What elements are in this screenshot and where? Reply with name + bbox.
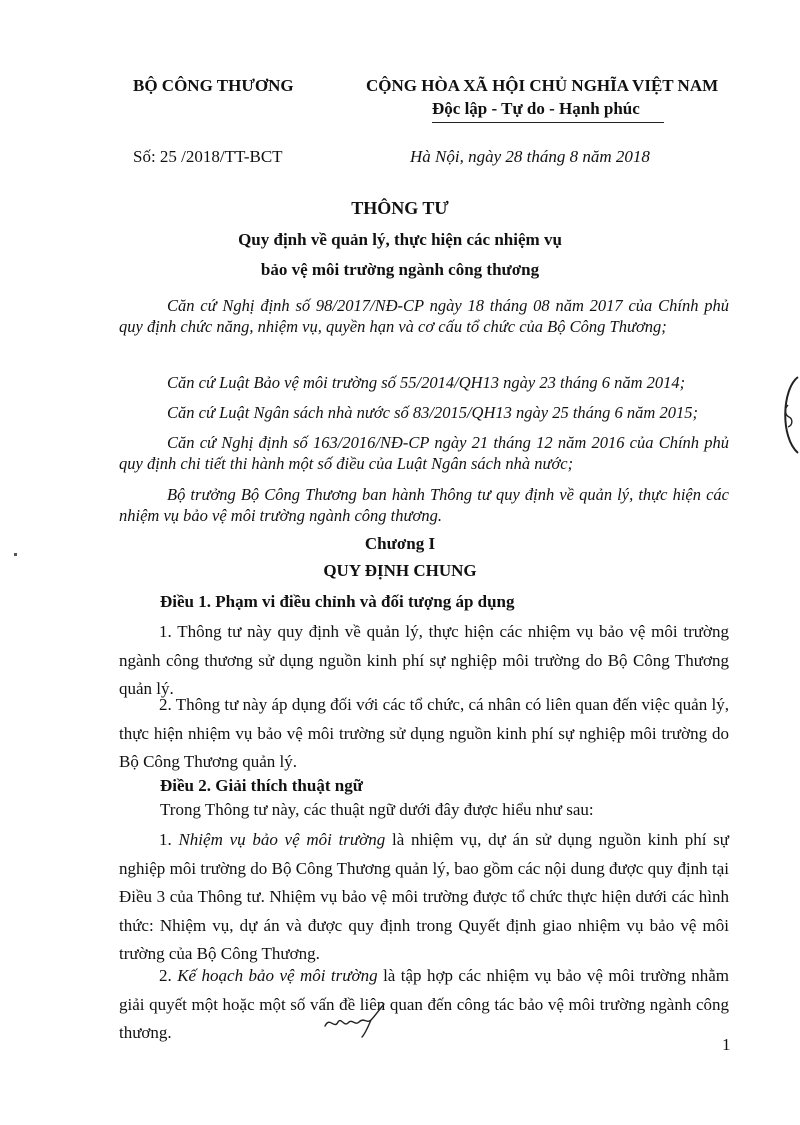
chapter-number: Chương I: [364, 534, 436, 553]
legal-basis-item: Căn cứ Nghị định số 163/2016/NĐ-CP ngày 21 tháng 12 năm 2016 của Chính phủ quy định chi tiết thi hành một số điều của Luật Ngân sách nhà nước;: [119, 433, 729, 473]
article-2-clause-1: 1. Nhiệm vụ bảo vệ môi trường là nhiệm vụ, dự án sử dụng nguồn kinh phí sự nghiệp môi trường do Bộ Công Thương quản lý, bao gồm các nội dung được quy định tại Điều 3 của Thông tư. Nhiệm vụ bảo vệ môi trường được tổ chức thực hiện dưới các hình thức: Nhiệm vụ, dự án và được quy định trong Quyết định giao nhiệm vụ bảo vệ môi trường của Bộ Công Thương.: [119, 830, 729, 963]
defined-term: Nhiệm vụ bảo vệ môi trường: [178, 830, 386, 849]
chapter-title: QUY ĐỊNH CHUNG: [323, 561, 477, 580]
promulgation-statement: Bộ trưởng Bộ Công Thương ban hành Thông tư quy định về quản lý, thực hiện các nhiệm vụ bảo vệ môi trường ngành công thương.: [119, 485, 729, 525]
document-number: Số: 25 /2018/TT-BCT: [133, 147, 283, 166]
document-type: THÔNG TƯ: [351, 198, 449, 218]
seal-stamp-edge: [776, 375, 800, 455]
article-1-clause-2: 2. Thông tư này áp dụng đối với các tổ chức, cá nhân có liên quan đến việc quản lý, thực hiện nhiệm vụ bảo vệ môi trường sử dụng nguồn kinh phí sự nghiệp môi trường do Bộ Công Thương quản lý.: [119, 695, 729, 771]
document-title-line-1: Quy định về quản lý, thực hiện các nhiệm vụ: [238, 230, 562, 249]
article-2-clause-2: 2. Kế hoạch bảo vệ môi trường là tập hợp các nhiệm vụ bảo vệ môi trường nhằm giải quyết một hoặc một số vấn đề liên quan đến công tác bảo vệ môi trường ngành công thương.: [119, 966, 730, 1042]
national-motto: Độc lập - Tự do - Hạnh phúc: [432, 99, 640, 118]
defined-term: Kế hoạch bảo vệ môi trường: [177, 966, 378, 985]
margin-speck: [14, 553, 17, 556]
page-number: 1: [722, 1035, 731, 1054]
initials-signature: [322, 1000, 392, 1038]
legal-basis-item: Căn cứ Luật Ngân sách nhà nước số 83/2015/QH13 ngày 25 tháng 6 năm 2015;: [167, 403, 698, 422]
legal-basis-item: Căn cứ Luật Bảo vệ môi trường số 55/2014/QH13 ngày 23 tháng 6 năm 2014;: [167, 373, 686, 392]
article-1-clause-1: 1. Thông tư này quy định về quản lý, thực hiện các nhiệm vụ bảo vệ môi trường ngành công thương sử dụng nguồn kinh phí sự nghiệp môi trường do Bộ Công Thương quản lý.: [119, 622, 729, 698]
national-title: CỘNG HÒA XÃ HỘI CHỦ NGHĨA VIỆT NAM: [366, 76, 719, 95]
issuing-agency: BỘ CÔNG THƯƠNG: [133, 76, 294, 95]
legal-basis-item: Căn cứ Nghị định số 98/2017/NĐ-CP ngày 18 tháng 08 năm 2017 của Chính phủ quy định chức năng, nhiệm vụ, quyền hạn và cơ cấu tổ chức của Bộ Công Thương;: [119, 296, 729, 336]
article-1-heading: Điều 1. Phạm vi điều chỉnh và đối tượng áp dụng: [160, 592, 515, 611]
article-2-heading: Điều 2. Giải thích thuật ngữ: [160, 776, 363, 795]
article-2-intro: Trong Thông tư này, các thuật ngữ dưới đây được hiểu như sau:: [160, 800, 594, 819]
motto-underline: [432, 122, 664, 123]
place-and-date: Hà Nội, ngày 28 tháng 8 năm 2018: [410, 147, 650, 166]
document-title-line-2: bảo vệ môi trường ngành công thương: [260, 260, 540, 279]
